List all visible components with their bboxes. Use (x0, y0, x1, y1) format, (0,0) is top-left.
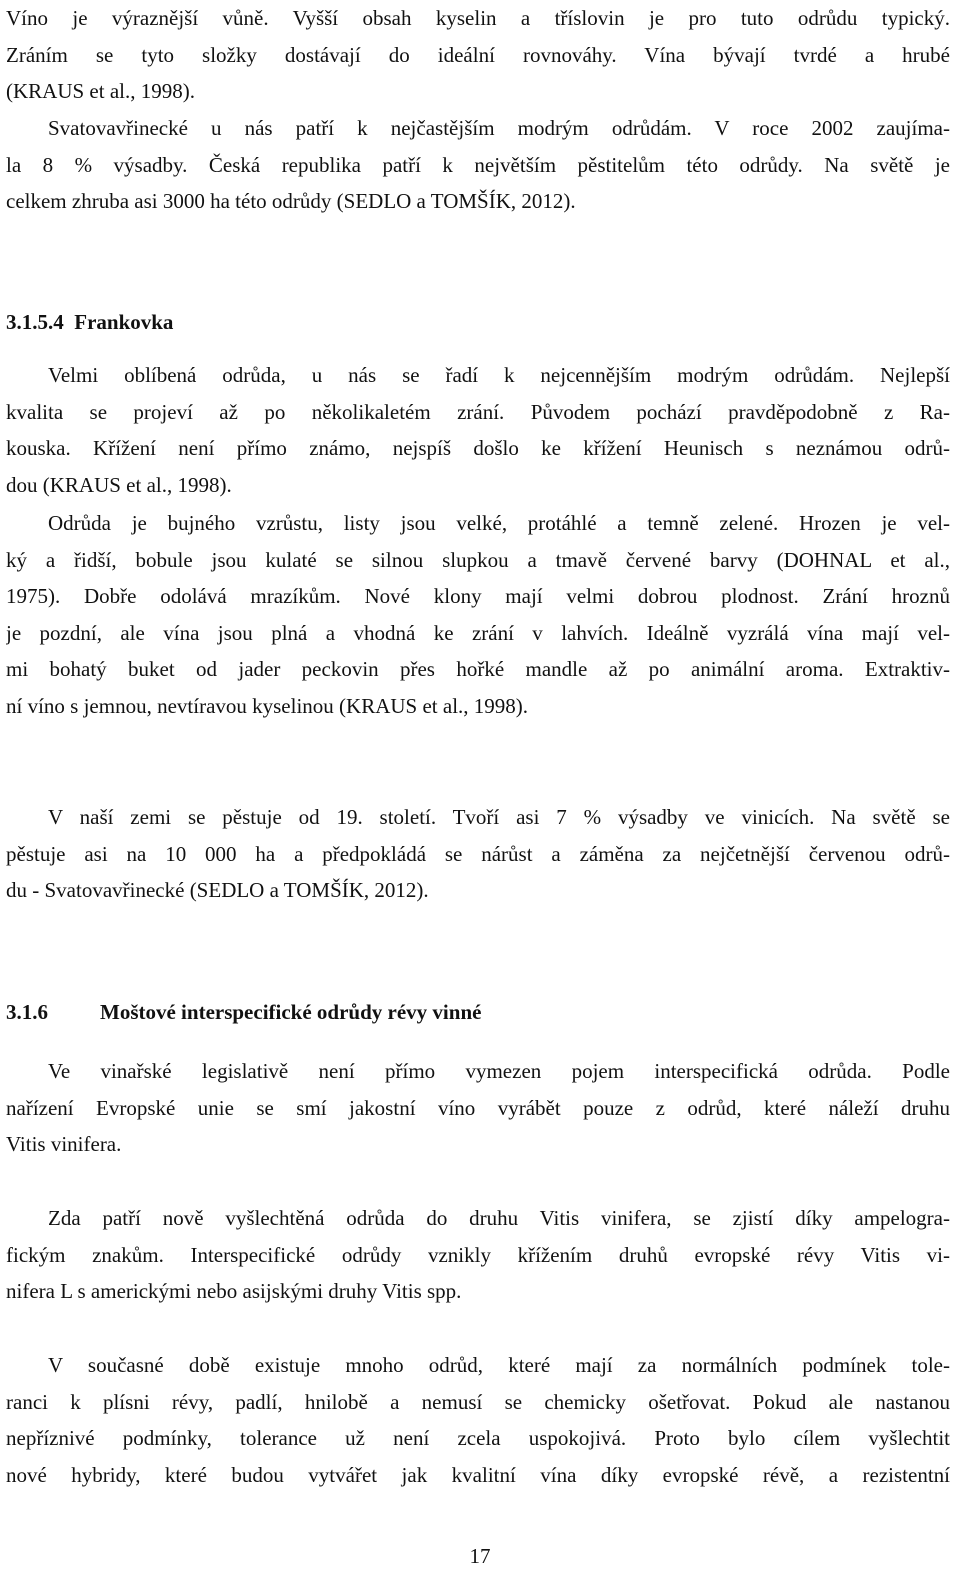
section-number: 3.1.5.4 (6, 310, 64, 334)
text-line: V současné době existuje mnoho odrůd, které mají za normálních podmínek tole- (48, 1353, 950, 1377)
text-line: nepříznivé podmínky, tolerance už není zcela uspokojivá. Proto bylo cílem vyšlechtit (6, 1426, 950, 1451)
paragraph-legislation (6, 1053, 950, 1163)
text-line: Svatovavřinecké u nás patří k nejčastějším modrým odrůdám. V roce 2002 zaujíma- (48, 116, 950, 140)
text-line: la 8 % výsadby. Česká republika patří k největším pěstitelům této odrůdy. Na světě je (6, 152, 950, 177)
text-line: Zda patří nově vyšlechtěná odrůda do druhu Vitis vinifera, se zjistí díky ampelogra- (48, 1206, 950, 1230)
section-heading-frankovka (6, 310, 173, 335)
text-line: nové hybridy, které budou vytvářet jak kvalitní vína díky evropské révě, a rezistentní (6, 1462, 950, 1487)
paragraph-svatovavrinecke (6, 110, 950, 220)
text-line: V naší zemi se pěstuje od 19. století. Tvoří asi 7 % výsadby ve vinicích. Na světě se (48, 805, 950, 829)
text-line: celkem zhruba asi 3000 ha této odrůdy (SEDLO a TOMŠÍK, 2012). (6, 189, 576, 214)
text-line: nifera L s americkými nebo asijskými druhy Vitis spp. (6, 1279, 462, 1304)
text-line: fickým znakům. Interspecifické odrůdy vznikly křížením druhů evropské révy Vitis vi- (6, 1242, 950, 1267)
section-number: 3.1.6 (6, 1000, 48, 1024)
paragraph-frankovka-description (6, 505, 950, 725)
paragraph-tolerance (6, 1347, 950, 1493)
text-line: kouska. Křížení není přímo známo, nejspíš došlo ke křížení Heunisch s neznámou odrů- (6, 436, 950, 461)
text-line: Vitis vinifera. (6, 1132, 122, 1157)
text-line: je pozdní, ale vína jsou plná a vhodná ke zrání v lahvích. Ideálně vyzrálá vína mají vel- (6, 620, 950, 645)
paragraph-frankovka-intro (6, 357, 950, 503)
section-heading-interspecific (6, 1000, 481, 1025)
text-line: ní víno s jemnou, nevtíravou kyselinou (KRAUS et al., 1998). (6, 693, 529, 718)
text-line: Velmi oblíbená odrůda, u nás se řadí k nejcennějším modrým odrůdám. Nejlepší (48, 363, 950, 387)
paragraph-wine-character (6, 0, 950, 110)
text-line: Ve vinařské legislativě není přímo vymezen pojem interspecifická odrůda. Podle (48, 1059, 950, 1083)
text-line: mi bohatý buket od jader peckovin přes hořké mandle až po animální aroma. Extraktiv- (6, 657, 950, 682)
text-line: pěstuje asi na 10 000 ha a předpokládá se nárůst a záměna za nejčetnější červenou odrů- (6, 841, 950, 866)
text-line: kvalita se projeví až po několikaletém zrání. Původem pochází pravděpodobně z Ra- (6, 399, 950, 424)
text-line: ranci k plísni révy, padlí, hnilobě a nemusí se chemicky ošetřovat. Pokud ale nastanou (6, 1389, 950, 1414)
paragraph-frankovka-cultivation (6, 799, 950, 909)
text-line: (KRAUS et al., 1998). (6, 79, 195, 104)
text-line: ký a řidší, bobule jsou kulaté se silnou slupkou a tmavě červené barvy (DOHNAL et al., (6, 547, 950, 572)
text-line: nařízení Evropské unie se smí jakostní víno vyrábět pouze z odrůd, které náleží druhu (6, 1095, 950, 1120)
section-title: Moštové interspecifické odrůdy révy vinné (100, 1000, 482, 1024)
paragraph-ampelography (6, 1200, 950, 1310)
text-line: Zráním se tyto složky dostávají do ideální rovnováhy. Vína bývají tvrdé a hrubé (6, 42, 950, 67)
text-line: Odrůda je bujného vzrůstu, listy jsou velké, protáhlé a temně zelené. Hrozen je vel- (48, 511, 950, 535)
text-line: du - Svatovavřinecké (SEDLO a TOMŠÍK, 2012). (6, 878, 429, 903)
section-title: Frankovka (74, 310, 174, 334)
text-line: Víno je výraznější vůně. Vyšší obsah kyselin a tříslovin je pro tuto odrůdu typický. (6, 6, 950, 30)
text-line: 1975). Dobře odolává mrazíkům. Nové klony mají velmi dobrou plodnost. Zrání hroznů (6, 584, 950, 609)
page-number: 17 (469, 1544, 491, 1568)
text-line: dou (KRAUS et al., 1998). (6, 472, 232, 497)
